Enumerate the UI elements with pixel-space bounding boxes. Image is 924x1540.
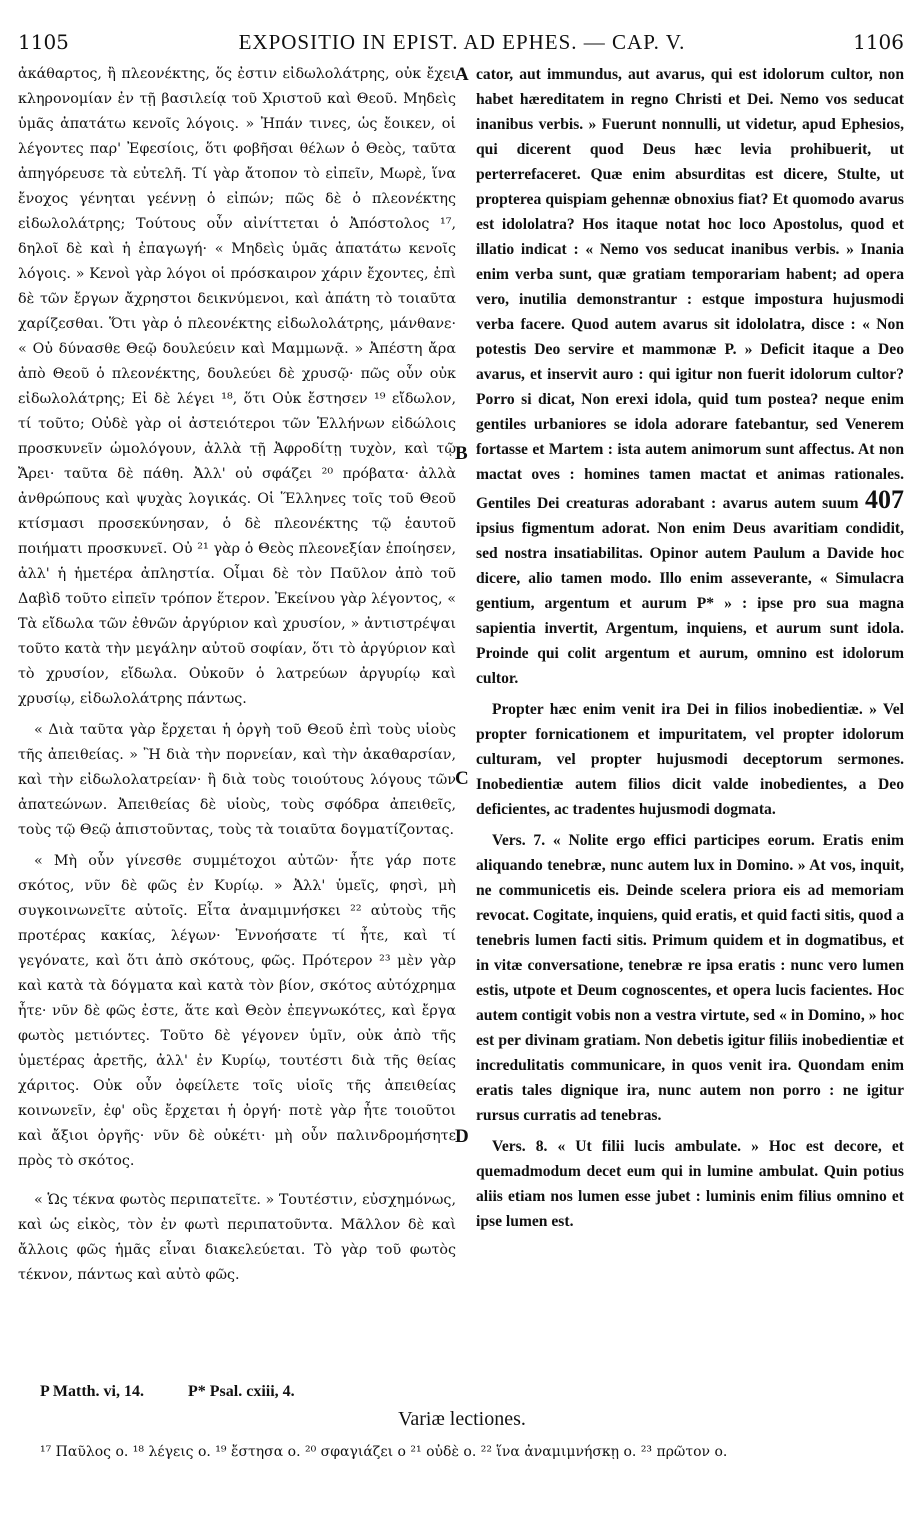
- greek-paragraph: « Ὡς τέκνα φωτὸς περιπατεῖτε. » Τουτέστιν, εὐσχημόνως, καὶ ὡς εἰκὸς, τὸν ἐν φωτὶ περιπατοῦντα. Μᾶλλον δὲ καὶ ἄλλοις φῶς ἡμᾶς εἶναι διακελεύεται. Τὸ γὰρ τοῦ φωτὸς τέκνον, πάντως καὶ αὐτὸ φῶς.: [18, 1192, 456, 1283]
- latin-column: [476, 62, 904, 1240]
- column-number: 407: [865, 485, 904, 514]
- greek-paragraph: « Μὴ οὖν γίνεσθε συμμέτοχοι αὐτῶν· ἦτε γάρ ποτε σκότος, νῦν δὲ φῶς ἐν Κυρίῳ. » Ἀλλ' ὑμεῖς, φησὶ, μὴ συγκοινωνεῖτε αὐτοῖς. Εἶτα ἀναμιμνήσκει ²² αὐτοὺς τῆς προτέρας κακίας, λέγων· Ἐννοήσατε τί ἦτε, καὶ τί γεγόνατε, καὶ ὅτι ἀπὸ σκότους, φῶς. Πρότερον ²³ μὲν γὰρ καὶ κατὰ τὰ δόγματα καὶ κατὰ τὸν βίον, σκότος αὐτόχρημα ἦτε· νῦν δὲ φῶς ἐστε, ἅτε καὶ Θεὸν ἐπεγνωκότες, καὶ ἔργα φωτὸς μετιόντες. Τοῦτο δὲ γέγονεν ὑμῖν, οὐκ ἀπὸ τῆς ὑμετέρας ἀρετῆς, ἀλλ' ἐν Κυρίῳ, τουτέστι διὰ τῆς θείας χάριτος. Οὐκ οὖν ὀφείλετε τοῖς υἱοῖς τῆς ἀπειθείας κοινωνεῖν, ἐφ' οὓς ἔρχεται ἡ ὀργή· ποτὲ γὰρ ἦτε τοιοῦτοι καὶ ἄξιοι ὀργῆς· νῦν δὲ οὐκέτι· μὴ οὖν παλινδρομήσητε πρὸς τὸ σκότος.: [18, 853, 456, 1169]
- variae-lectiones: ¹⁷ Παῦλος ο. ¹⁸ λέγεις ο. ¹⁹ ἔστησα ο. ²⁰ σφαγιάζει ο ²¹ οὐδὲ ο. ²² ἵνα ἀναμιμνήσκῃ ο. ²³ πρῶτον ο.: [40, 1444, 728, 1460]
- page-header: [0, 0, 924, 58]
- margin-mark-a: A: [455, 64, 469, 85]
- scripture-references: [40, 1383, 335, 1401]
- page-number-right: 1106: [853, 30, 904, 54]
- page-number-left: 1105: [18, 30, 69, 54]
- running-title: EXPOSITIO IN EPIST. AD EPHES. — CAP. V.: [238, 30, 686, 54]
- greek-paragraph: « Διὰ ταῦτα γὰρ ἔρχεται ἡ ὀργὴ τοῦ Θεοῦ ἐπὶ τοὺς υἱοὺς τῆς ἀπειθείας. » Ἢ διὰ τὴν πορνείαν, καὶ τὴν ἀκαθαρσίαν, καὶ τὴν εἰδωλολατρείαν· ἢ διὰ τοὺς τοιούτους λόγους τῶν ἀπατεώνων. Ἀπειθείας δὲ υἱοὺς, τοὺς σφόδρα ἀπειθεῖς, τοὺς τῷ Θεῷ ἀπιστοῦντας, τοὺς τὰ τοιαῦτα δογματίζοντας.: [18, 722, 456, 838]
- latin-paragraph: Vers. 7. « Nolite ergo effici participes eorum. Eratis enim aliquando tenebræ, nunc autem lux in Domino. » At vos, inquit, ne communicetis eis. Deinde scelera priora eis ad memoriam revocat. Cogitate, inquiens, quid eratis, et quid facti sitis, quod a tenebris lumen facti sitis. Primum quidem et in dogmatibus, et in vitæ conversatione, tenebræ re ipsa eratis : nunc vero lumen estis, utpote et Deum cognoscentes, et opera lucis facientes. Hoc autem contigit vobis non a vestra virtute, sed « in Domino, » hoc est per divinam gratiam. Non debetis igitur filiis inobedientiæ et incredulitatis communicare, in quos venit ira. Quondam enim eratis tales dignique ira, nunc autem non porro : ne igitur rursus curratis ad tenebras.: [476, 832, 904, 1124]
- variae-lectiones-title: Variæ lectiones.: [398, 1408, 526, 1430]
- latin-paragraph: [476, 62, 904, 691]
- latin-text: ipsius figmentum adorat. Non enim Deus avaritiam condidit, sed nostra insatiabilitas. Opinor autem Paulum a Davide hoc dicere, alio tamen modo. Illo enim asseverante, « Simulacra gentium, argentum et aurum P* » : ipse pro sua magna sapientia invertit, Argentum, inquiens, et aurum sunt idola. Proinde qui colit argentum et aurum, omnino est idolorum cultor.: [476, 520, 904, 687]
- margin-mark-c: C: [455, 768, 469, 789]
- latin-text: cator, aut immundus, aut avarus, qui est idolorum cultor, non habet hæreditatem in regno Christi et Dei. Nemo vos seducat inanibus verbis. » Fuerunt nonnulli, ut videtur, apud Ephesios, qui dicerent quod Deus hæc levia prohibuerit, ut perterrefaceret. Quæ enim absurditas est dicere, Stulte, ut propterea quispiam gehennæ obnoxius fiat? Et quomodo avarus est idololatra? Hos itaque notat hoc loco Apostolus, quod et illatio indicat : « Nemo vos seducat inanibus verbis. » Inania enim verba sunt, quæ gratiam temporariam habent; ad opera vero, inutilia demonstrantur : estque impostura hujusmodi verba facere. Quod autem avarus sit idololatra, disce : « Non potestis Deo servire et mammonæ P. » Deficit itaque a Deo avarus, et inservit auro : qui igitur non fuerit idolorum cultor? Porro si dicat, Non erexi idola, quid tum postea? neque enim gentiles urbaniores se idola adorare fatebantur, sed Venerem fortasse et Martem : ista autem animorum sunt affectus. At non mactat oves : homines tamen mactat et animas rationales. Gentiles Dei creaturas adorabant : avarus autem suum: [476, 66, 904, 512]
- latin-paragraph: Propter hæc enim venit ira Dei in filios inobedientiæ. » Vel propter fornicationem et impuritatem, vel propter idolorum culturam, vel propter hujusmodi deceptorum sermones. Inobedientiæ autem filios dicit valde inobedientes, a Deo deficientes, ac tradentes hujusmodi dogmata.: [476, 701, 904, 818]
- reference: P* Psal. cxiii, 4.: [188, 1383, 295, 1400]
- margin-mark-d: D: [455, 1126, 469, 1147]
- margin-mark-b: B: [455, 443, 468, 464]
- reference: P Matth. vi, 14.: [40, 1383, 144, 1400]
- greek-column: [18, 62, 456, 1294]
- greek-paragraph: ἀκάθαρτος, ἢ πλεονέκτης, ὅς ἐστιν εἰδωλολάτρης, οὐκ ἔχει κληρονομίαν ἐν τῇ βασιλείᾳ τοῦ Χριστοῦ καὶ Θεοῦ. Μηδεὶς ὑμᾶς ἀπατάτω κενοῖς λόγοις. » Ἠπάν τινες, ὡς ἔοικεν, οἱ λέγοντες παρ' Ἐφεσίοις, ὅτι φοβῆσαι θέλων ὁ Θεὸς, ταῦτα ἀπηγόρευσε τὰ εὐτελῆ. Τί γὰρ ἄτοπον τὸ εἰπεῖν, Μωρὲ, ἵνα ἔνοχος γένηται γεέννῃ ὁ εἰπών; πῶς δὲ ὁ πλεονέκτης εἰδωλολάτρης; Τούτους οὖν αἰνίττεται ὁ Ἀπόστολος ¹⁷, δηλοῖ δὲ καὶ ἡ ἐπαγωγή· « Μηδεὶς ὑμᾶς ἀπατάτω κενοῖς λόγοις. » Κενοὶ γὰρ λόγοι οἱ πρόσκαιρον χάριν ἔχοντες, ἐπὶ δὲ τῶν ἔργων ἄχρηστοι δεικνύμενοι, καὶ ἀπάτη τὸ τοιαῦτα χαρίζεσθαι. Ὅτι γὰρ ὁ πλεονέκτης εἰδωλολάτρης, μάνθανε· « Οὐ δύνασθε Θεῷ δουλεύειν καὶ Μαμμωνᾷ. » Ἀπέστη ἄρα ἀπὸ Θεοῦ ὁ πλεονέκτης, δουλεύει δὲ χρυσῷ· πῶς οὖν οὐκ εἰδωλολάτρης; Εἰ δὲ λέγει ¹⁸, ὅτι Οὐκ ἔστησεν ¹⁹ εἴδωλον, τί τοῦτο; Οὐδὲ γὰρ οἱ ἀστειότεροι τῶν Ἑλλήνων εἰδώλοις προσκυνεῖν ὡμολόγουν, ἀλλὰ τῇ Ἀφροδίτῃ τυχὸν, καὶ τῷ Ἄρει· ταῦτα δὲ πάθη. Ἀλλ' οὐ σφάζει ²⁰ πρόβατα· ἀλλὰ ἀνθρώπους καὶ ψυχὰς λογικάς. Οἱ Ἕλληνες τοῖς τοῦ Θεοῦ κτίσμασι προσεκύνησαν, ὁ δὲ πλεονέκτης τῷ ἑαυτοῦ ποιήματι προσκυνεῖ. Οὐ ²¹ γὰρ ὁ Θεὸς πλεονεξίαν ἐποίησεν, ἀλλ' ἡ ἡμετέρα ἀπληστία. Οἶμαι δὲ τὸν Παῦλον ἀπὸ τοῦ Δαβὶδ τοῦτο εἰπεῖν τρόπον ἕτερον. Ἐκείνου γὰρ λέγοντος, « Τὰ εἴδωλα τῶν ἐθνῶν ἀργύριον καὶ χρυσίον, » ἀντιστρέψαι τοῦτο κατὰ τὴν μεγάλην αὐτοῦ σοφίαν, ὅτι τὸ ἀργύριον καὶ τὸ χρυσίον, εἴδωλα. Οὐκοῦν ὁ λατρεύων ἀργυρίῳ καὶ χρυσίῳ, εἰδωλολάτρης πάντως.: [18, 66, 456, 707]
- latin-paragraph: Vers. 8. « Ut filii lucis ambulate. » Hoc est decore, et quemadmodum decet eum qui in lumine ambulat. Quin potius aliis etiam nos lumen esse jubet : luminis enim filius omnino et ipse lumen est.: [476, 1138, 904, 1230]
